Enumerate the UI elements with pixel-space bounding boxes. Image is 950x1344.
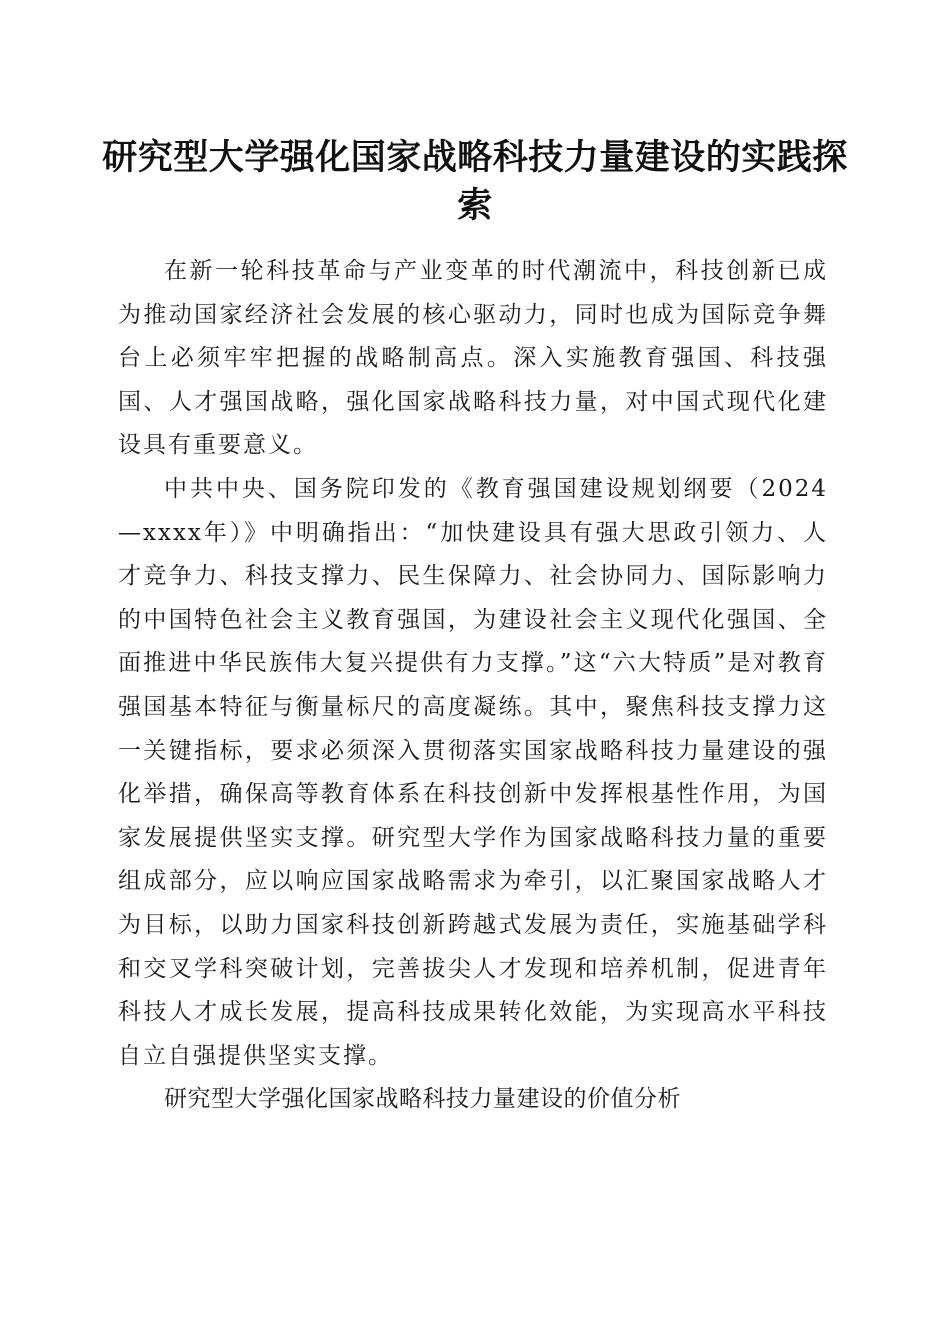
document-body <box>118 250 828 1122</box>
document-title: 研究型大学强化国家战略科技力量建设的实践探索 <box>102 137 848 226</box>
paragraph-intro: 在新一轮科技革命与产业变革的时代潮流中，科技创新已成为推动国家经济社会发展的核心驱动力，同时也成为国际竞争舞台上必须牢牢把握的战略制高点。深入实施教育强国、科技强国、人才强国战略，强化国家战略科技力量，对中国式现代化建设具有重要意义。 <box>118 258 828 459</box>
section-heading-value-analysis: 研究型大学强化国家战略科技力量建设的价值分析 <box>164 1086 681 1113</box>
paragraph-policy: 中共中央、国务院印发的《教育强国建设规划纲要（2024—xxxx年）》中明确指出：“加快建设具有强大思政引领力、人才竞争力、科技支撑力、民生保障力、社会协同力、国际影响力的中国特色社会主义教育强国，为建设社会主义现代化强国、全面推进中华民族伟大复兴提供有力支撑。”这“六大特质”是对教育强国基本特征与衡量标尺的高度凝练。其中，聚焦科技支撑力这一关键指标，要求必须深入贯彻落实国家战略科技力量建设的强化举措，确保高等教育体系在科技创新中发挥根基性作用，为国家发展提供坚实支撑。研究型大学作为国家战略科技力量的重要组成部分，应以响应国家战略需求为牵引，以汇聚国家战略人才为目标，以助力国家科技创新跨越式发展为责任，实施基础学科和交叉学科突破计划，完善拔尖人才发现和培养机制，促进青年科技人才成长发展，提高科技成果转化效能，为实现高水平科技自立自强提供坚实支撑。 <box>118 475 828 1069</box>
